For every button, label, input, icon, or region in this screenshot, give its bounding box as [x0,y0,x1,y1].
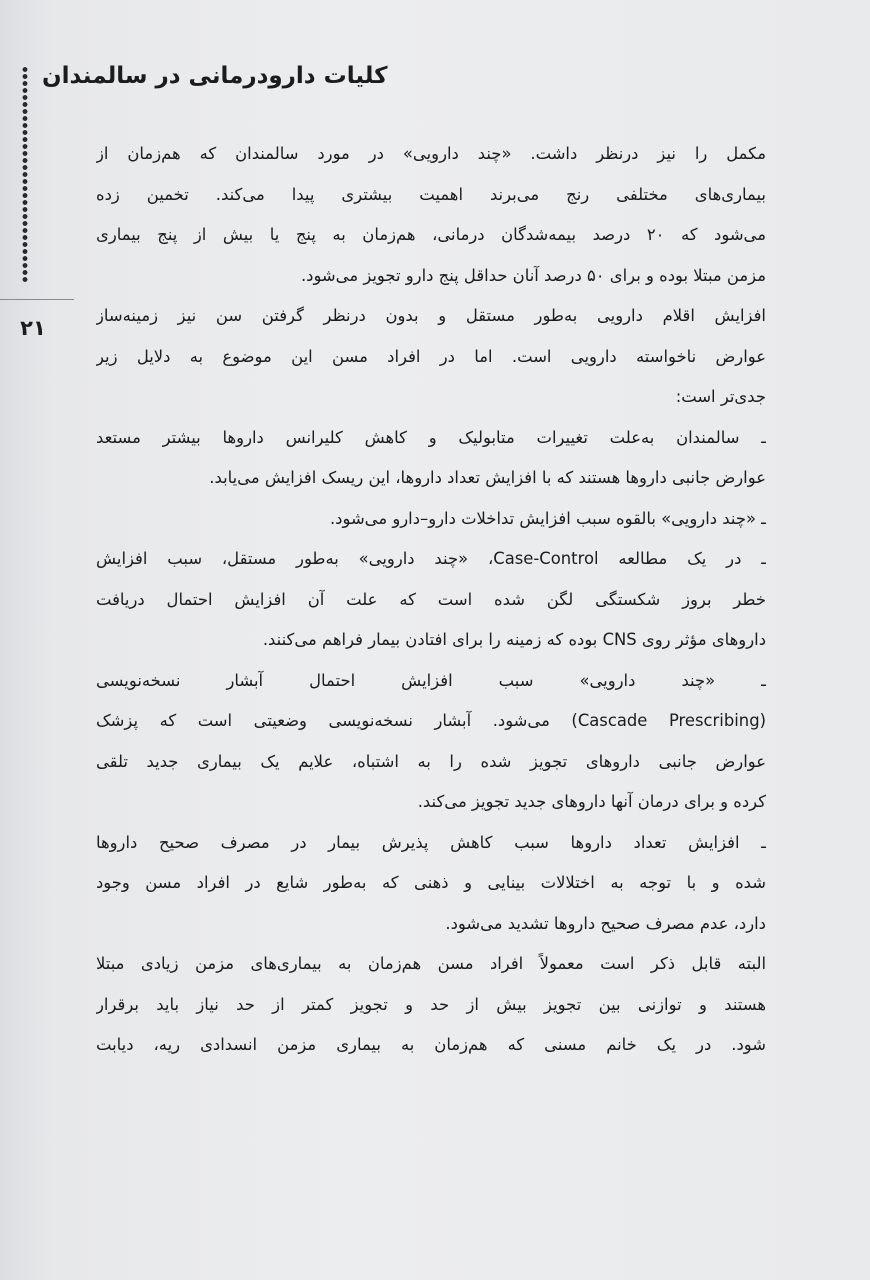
text-line: شده و با توجه به اختلالات بینایی و ذهنی که به‌طور شایع در افراد مسن وجود [96,873,766,892]
text-line: دارد، عدم مصرف صحیح داروها تشدید می‌شود. [445,913,766,933]
dotted-ornament [22,66,28,284]
text-line: جدی‌تر است: [675,387,766,406]
text-line: مزمن مبتلا بوده و برای ۵۰ درصد آنان حداقل پنج دارو تجویز می‌شود. [300,265,766,285]
text-line: می‌شود که ۲۰ درصد بیمه‌شدگان درمانی، هم‌زمان به پنج یا بیش از پنج بیماری [96,225,766,244]
running-header [36,56,388,96]
text-line: ـ افزایش تعداد داروها سبب کاهش پذیرش بیمار در مصرف صحیح داروها [96,832,766,852]
text-line: ـ «چند دارویی» بالقوه سبب افزایش تداخلات دارو–دارو می‌شود. [329,508,766,528]
text-line: (Cascade Prescribing) می‌شود. آبشار نسخه‌نویسی وضعیتی است که پزشک [96,711,766,730]
text-line: بیماری‌های مختلفی رنج می‌برند اهمیت بیشتری پیدا می‌کند. تخمین زده [96,184,766,204]
body-text [96,134,766,1066]
text-line: داروهای مؤثر روی CNS بوده که زمینه را برای افتادن بیمار فراهم می‌کنند. [262,630,766,649]
text-line: البته قابل ذکر است معمولاً افراد مسن هم‌زمان به بیماری‌های مزمن زیادی مبتلا [96,954,766,973]
text-line: مکمل را نیز درنظر داشت. «چند دارویی» در مورد سالمندان که هم‌زمان از [96,144,766,163]
text-line: ـ در یک مطالعه Case-Control، «چند دارویی» به‌طور مستقل، سبب افزایش [96,549,766,568]
text-line: کرده و برای درمان آنها داروهای جدید تجویز می‌کند. [417,792,766,811]
text-line: شود. در یک خانم مسنی که هم‌زمان به بیماری مزمن انسدادی ریه، دیابت [96,1035,766,1054]
text-line: عوارض ناخواسته دارویی است. اما در افراد مسن این موضوع به دلایل زیر [96,346,766,366]
text-line: هستند و توازنی بین تجویز بیش از حد و تجویز کمتر از حد نیاز باید برقرار [96,994,766,1014]
text-line: عوارض جانبی داروهای تجویز شده را به اشتباه، علایم یک بیماری جدید تلقی [96,751,766,771]
text-line: خطر بروز شکستگی لگن شده است که علت آن افزایش احتمال دریافت [96,589,766,609]
text-line: ـ «چند دارویی» سبب افزایش احتمال آبشار نسخه‌نویسی [96,670,766,690]
text-line: افزایش اقلام دارویی به‌طور مستقل و بدون درنظر گرفتن سن نیز زمینه‌ساز [96,306,766,325]
chapter-title: کلیات دارودرمانی در سالمندان [42,63,388,89]
text-line: عوارض جانبی داروها هستند که با افزایش تعداد داروها، این ریسک افزایش می‌یابد. [209,468,766,487]
text-line: ـ سالمندان به‌علت تغییرات متابولیک و کاهش کلیرانس داروها بیشتر مستعد [96,427,766,447]
page-number: ۲۱ [20,316,46,340]
margin-divider [0,299,74,300]
